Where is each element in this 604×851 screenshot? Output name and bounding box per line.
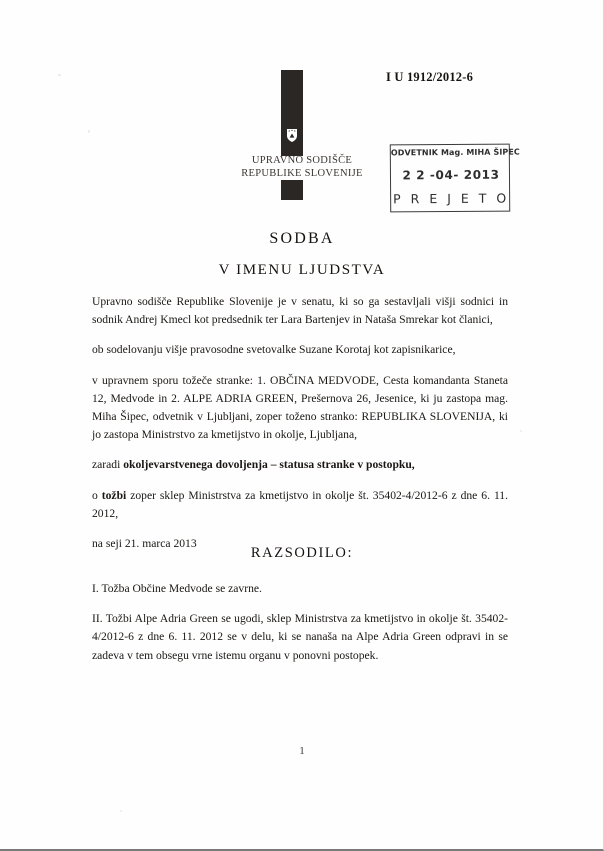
emblem-bar-lower bbox=[281, 180, 303, 200]
paragraph-parties: v upravnem sporu tožeče stranke: 1. OBČINA MEDVODE, Cesta komandanta Staneta 12, Medvode in 2. ALPE ADRIA GREEN, Prešernova 26, Jesenice, ki ju zastopa mag. Miha Šipec, odvetnik v Ljubljani, zoper toženo stranko: REPUBLIKA SLOVENIJA, ki jo zastopa Ministrstvo za kmetijstvo in okolje, Ljubljana, bbox=[92, 373, 508, 442]
paragraph-senate: Upravno sodišče Republike Slovenije je v senatu, ki so ga sestavljali višji sodnici in sodnik Andrej Kmecl kot predsednik ter Lara Bartenjev in Nataša Smrekar kot članici, bbox=[92, 295, 508, 327]
paragraph-claim bbox=[92, 487, 508, 523]
paragraph-session: na seji 21. marca 2013 bbox=[92, 537, 197, 551]
claim-emphasis: tožbi bbox=[101, 488, 127, 502]
slovenia-coat-of-arms-icon bbox=[286, 128, 298, 143]
document-header bbox=[0, 62, 604, 222]
ruling-item-2: II. Tožbi Alpe Adria Green se ugodi, sklep Ministrstva za kmetijstvo in okolje št. 35402-4/2012-6 z dne 6. 11. 2012 se v delu, ki se nanaša na Alpe Adria Green odpravi in se zadeva v tem obsegu vrne istemu organu v ponovni postopek. bbox=[92, 612, 508, 662]
stamp-date: 2 2 -04- 2013 bbox=[402, 167, 500, 183]
scan-artifact bbox=[120, 810, 122, 812]
claim-rest: zoper sklep Ministrstva za kmetijstvo in okolje št. 35402-4/2012-6 z dne 6. 11. 2012, bbox=[92, 488, 508, 520]
page-number: 1 bbox=[299, 745, 305, 757]
ruling-item-1: I. Tožba Občine Medvode se zavrne. bbox=[92, 582, 262, 595]
paragraph-recorder: ob sodelovanju višje pravosodne svetovalke Suzane Korotaj kot zapisnikarice, bbox=[92, 343, 456, 357]
ruling-body bbox=[92, 580, 508, 677]
court-name bbox=[232, 154, 372, 180]
claim-prefix: o bbox=[92, 488, 102, 502]
emblem-bar-upper bbox=[281, 70, 303, 156]
scan-artifact bbox=[520, 430, 522, 432]
ruling-heading: RAZSODILO: bbox=[250, 545, 354, 561]
document-body bbox=[92, 293, 508, 565]
stamp-attorney-name: ODVETNIK Mag. MIHA ŠIPEC bbox=[390, 147, 520, 158]
court-name-line1: UPRAVNO SODIŠČE bbox=[251, 155, 353, 166]
subject-emphasis: okoljevarstvenega dovoljenja – statusa stranke v postopku, bbox=[123, 458, 415, 472]
case-number: I U 1912/2012-6 bbox=[386, 70, 474, 84]
stamp-received-label: P R E J E T O bbox=[393, 190, 510, 207]
reception-stamp bbox=[390, 144, 520, 213]
page-subtitle: V IMENU LJUDSTVA bbox=[218, 262, 386, 278]
court-emblem bbox=[232, 70, 372, 200]
court-name-line2: REPUBLIKE SLOVENIJE bbox=[241, 168, 363, 179]
subject-prefix: zaradi bbox=[92, 458, 124, 472]
paragraph-subject bbox=[92, 456, 508, 474]
page-title: SODBA bbox=[269, 230, 335, 247]
